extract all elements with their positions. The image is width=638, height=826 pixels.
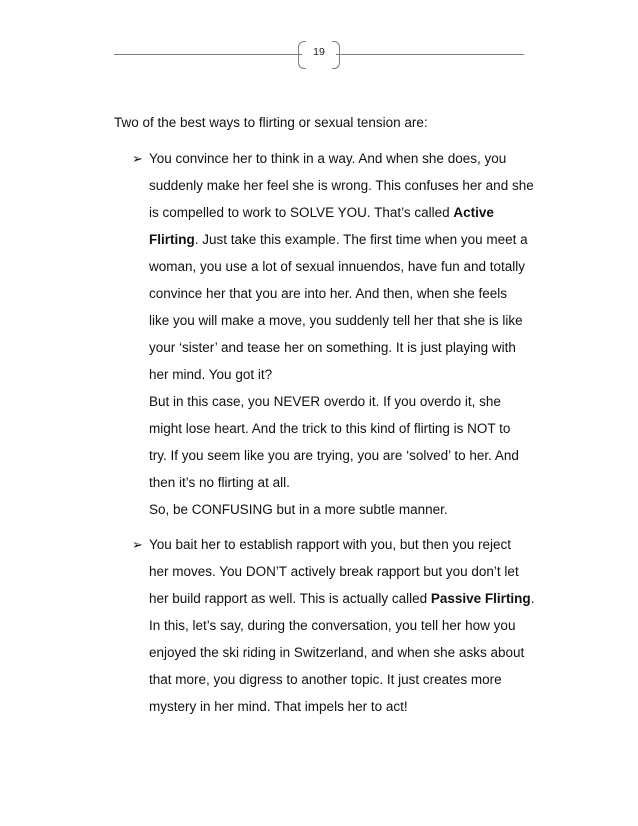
text-segment: . Just take this example. The first time when you meet a [194,232,528,247]
bullet-text [149,536,541,725]
bullet-text [149,150,541,528]
text-line [149,501,541,528]
text-line [149,393,541,420]
text-segment: But in this case, you NEVER overdo it. If you overdo it, she [149,394,501,409]
text-line [149,617,541,644]
text-line [149,563,541,590]
text-line [149,536,541,563]
text-line [149,177,541,204]
text-segment: suddenly make her feel she is wrong. This confuses her and she [149,178,534,193]
arrow-bullet-icon: ➢ [132,537,143,552]
text-segment: your ‘sister’ and tease her on something. It is just playing with [149,340,516,355]
text-line [149,285,541,312]
text-segment: try. If you seem like you are trying, you are ‘solved’ to her. And [149,448,519,463]
right-bracket-icon [332,41,340,69]
text-segment: mystery in her mind. That impels her to act! [149,699,408,714]
text-segment: her build rapport as well. This is actually called [149,591,431,606]
text-segment: convince her that you are into her. And then, when she feels [149,286,507,301]
page-number: 19 [313,46,325,58]
text-line [149,231,541,258]
text-line [149,644,541,671]
text-line [149,420,541,447]
left-bracket-icon [298,41,306,69]
header-rule-right [336,54,524,55]
bold-term: Passive Flirting [430,591,531,606]
text-segment: her moves. You DON’T actively break rapport but you don’t let [149,564,519,579]
text-line [149,671,541,698]
text-segment: that more, you digress to another topic. It just creates more [149,672,502,687]
text-segment: enjoyed the ski riding in Switzerland, and when she asks about [149,645,525,660]
text-line [149,312,541,339]
text-segment: like you will make a move, you suddenly tell her that she is like [149,313,523,328]
text-segment: In this, let’s say, during the conversation, you tell her how you [149,618,516,633]
text-line [149,339,541,366]
intro-paragraph: Two of the best ways to flirting or sexual tension are: [114,115,428,130]
text-line [149,204,541,231]
text-segment: her mind. You got it? [149,367,273,382]
text-line [149,590,541,617]
text-line [149,698,541,725]
text-segment: might lose heart. And the trick to this kind of flirting is NOT to [149,421,511,436]
text-segment: . [530,591,535,606]
text-segment: You convince her to think in a way. And when she does, you [149,151,507,166]
text-segment: then it’s no flirting at all. [149,475,290,490]
header-rule-left [114,54,302,55]
text-line [149,258,541,285]
text-line [149,474,541,501]
text-segment: You bait her to establish rapport with you, but then you reject [149,537,511,552]
text-line [149,366,541,393]
text-segment: woman, you use a lot of sexual innuendos, have fun and totally [149,259,525,274]
arrow-bullet-icon: ➢ [132,151,143,166]
bold-term: Active [453,205,494,220]
text-line [149,150,541,177]
text-line [149,447,541,474]
bold-term: Flirting [149,232,195,247]
text-segment: is compelled to work to SOLVE YOU. That’s called [149,205,454,220]
text-segment: So, be CONFUSING but in a more subtle manner. [149,502,448,517]
